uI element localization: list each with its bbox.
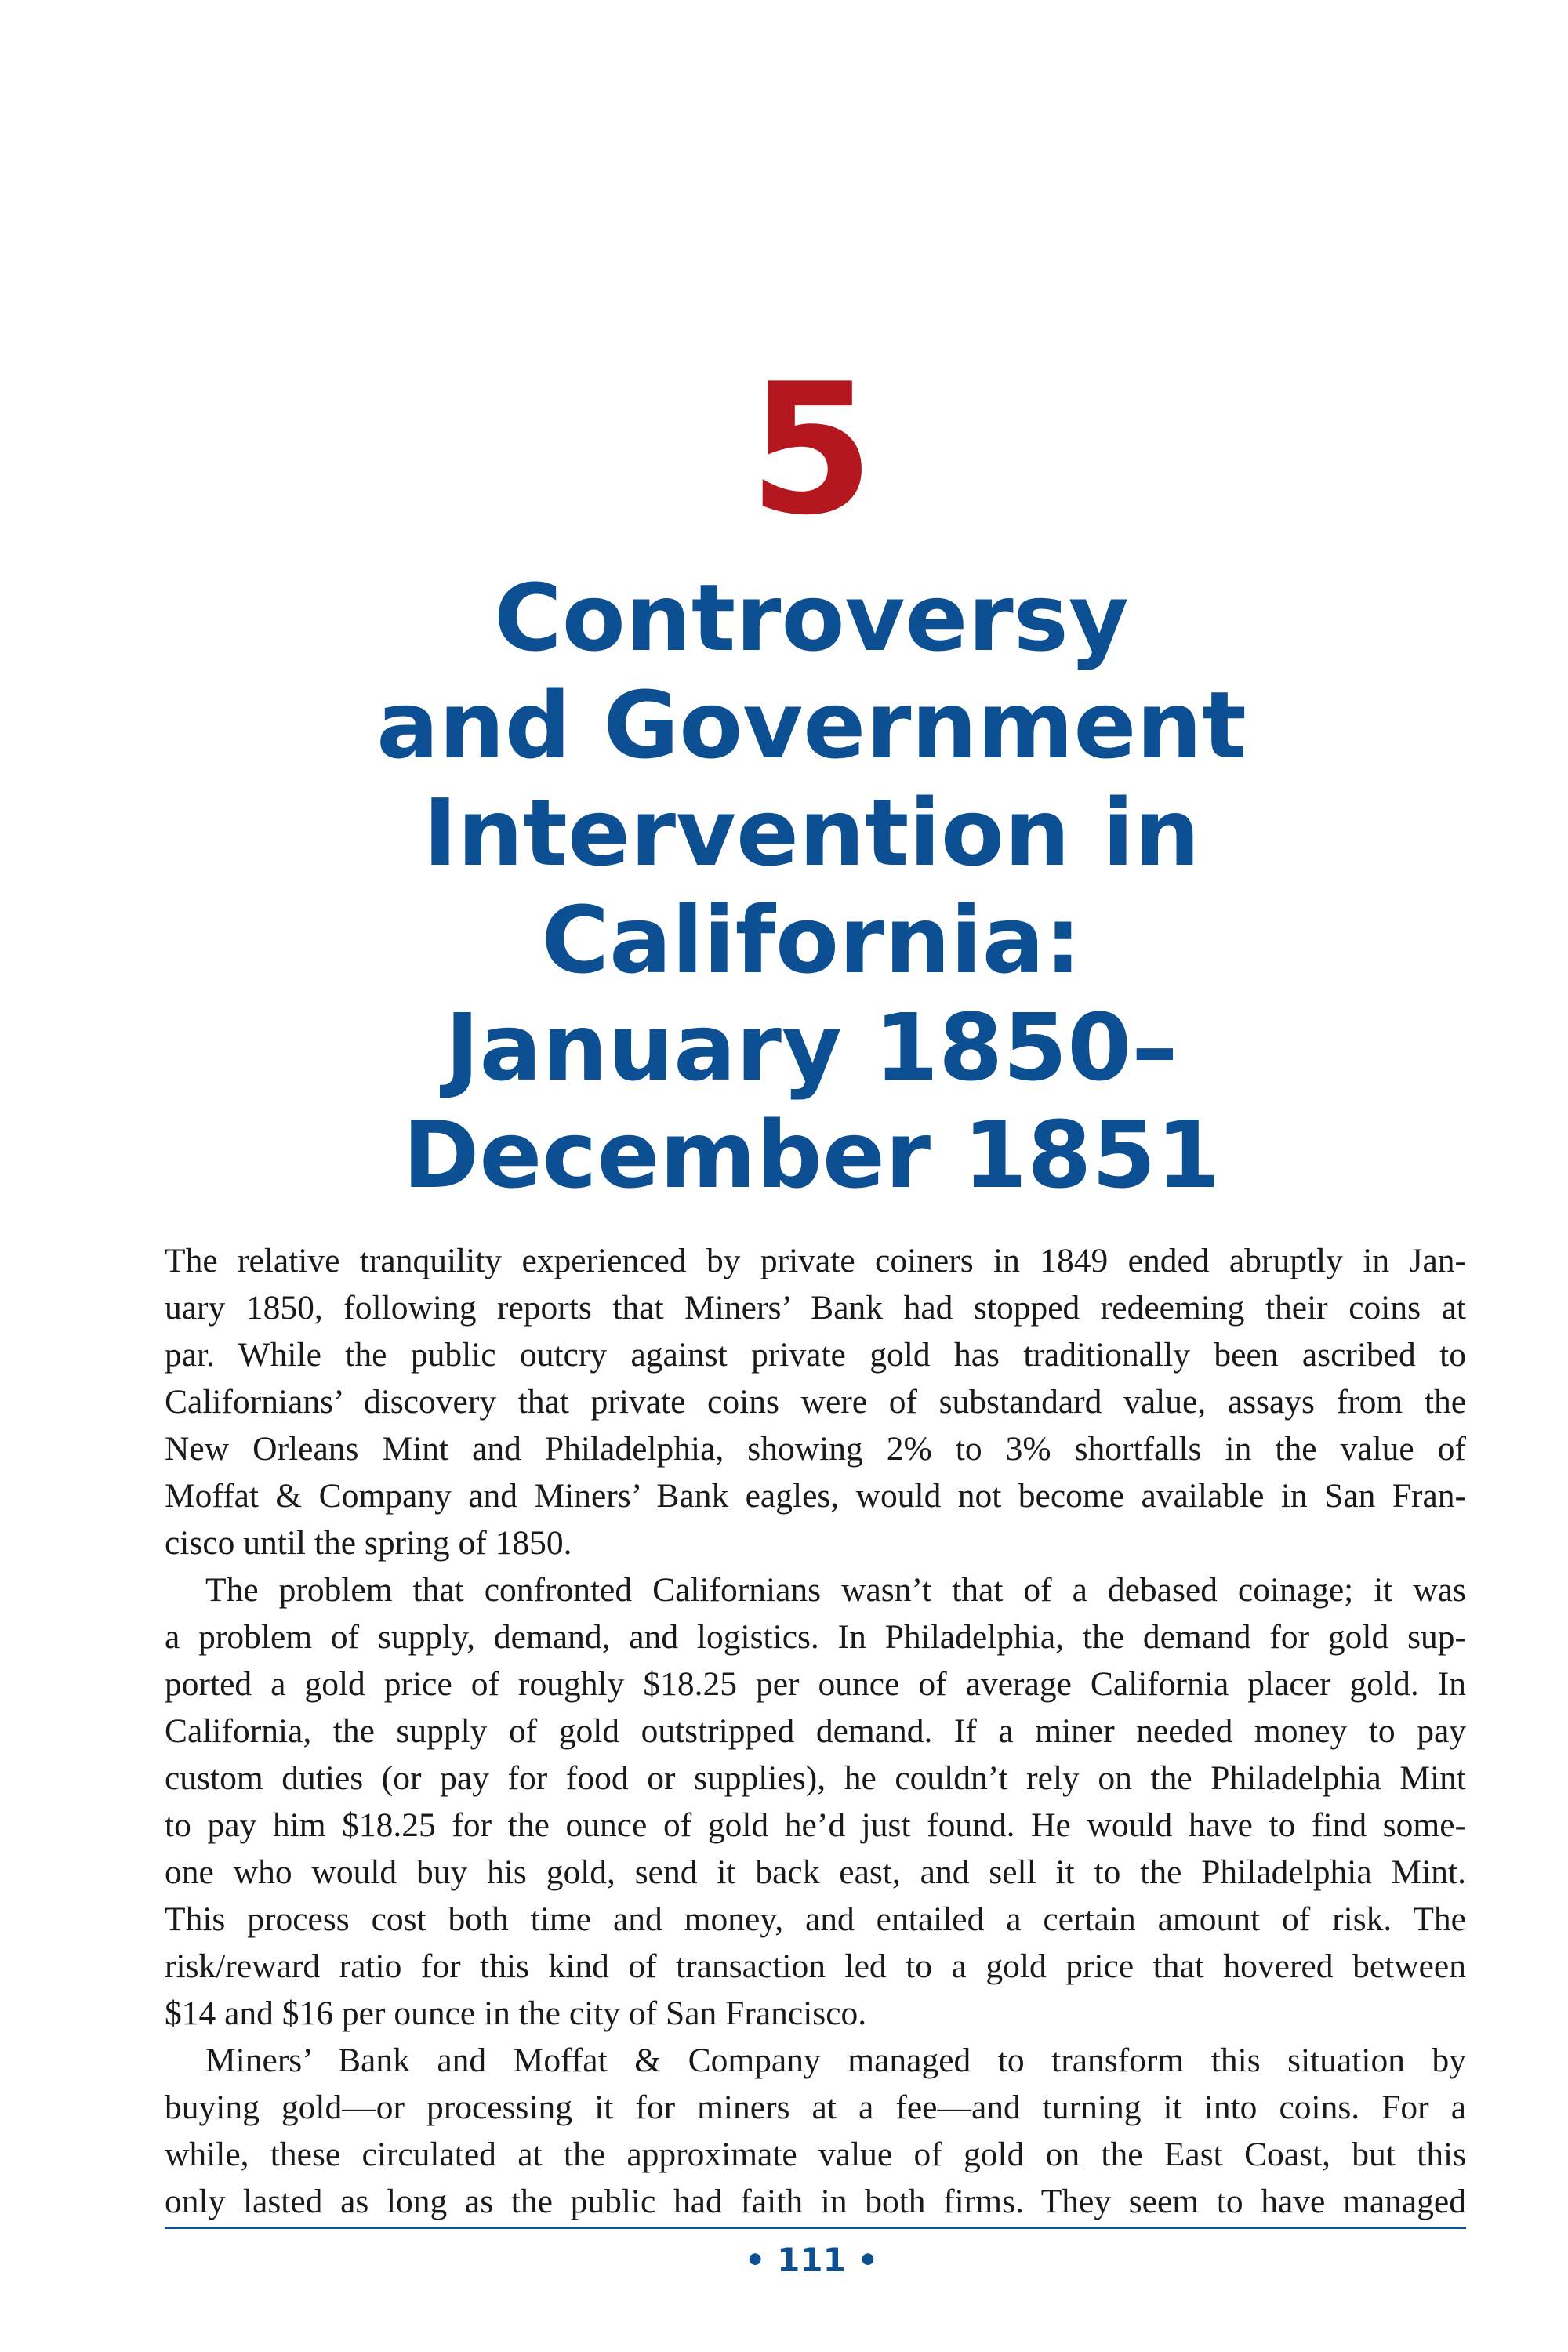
footer-rule [165, 2227, 1466, 2229]
text-line: buying gold—or processing it for miners at a fee—and turning it into coins. For a [165, 2089, 1466, 2126]
chapter-title-line: California: [541, 886, 1082, 994]
text-line: risk/reward ratio for this kind of transaction led to a gold price that hovered between [165, 1947, 1466, 1985]
text-line: This process cost both time and money, and entailed a certain amount of risk. The [165, 1900, 1466, 1938]
text-line: a problem of supply, demand, and logistics. In Philadelphia, the demand for gold sup- [165, 1618, 1466, 1656]
chapter-title-line: January 1850– [445, 993, 1178, 1102]
text-line: Californians’ discovery that private coins were of substandard value, assays from the [165, 1383, 1466, 1421]
chapter-title-line: Controversy [494, 564, 1129, 672]
text-line: Miners’ Bank and Moffat & Company managed to transform this situation by [205, 2042, 1466, 2079]
text-line: while, these circulated at the approximate value of gold on the East Coast, but this [165, 2136, 1466, 2173]
text-line: only lasted as long as the public had faith in both firms. They seem to have managed [165, 2183, 1466, 2220]
text-line: $14 and $16 per ounce in the city of San Francisco. [165, 1994, 867, 2032]
text-line: to pay him $18.25 for the ounce of gold he’d just found. He would have to find some- [165, 1806, 1466, 1844]
text-line: custom duties (or pay for food or supplies), he couldn’t rely on the Philadelphia Mint [165, 1759, 1466, 1797]
chapter-number: 5 [748, 346, 875, 555]
body-text [165, 1237, 1466, 2225]
text-line: California, the supply of gold outstripped demand. If a miner needed money to pay [165, 1712, 1466, 1750]
text-line: par. While the public outcry against private gold has traditionally been ascribed to [165, 1336, 1466, 1374]
text-line: ported a gold price of roughly $18.25 per ounce of average California placer gold. In [165, 1665, 1466, 1703]
text-line: Moffat & Company and Miners’ Bank eagles, would not become available in San Fran- [165, 1477, 1466, 1515]
text-line: The relative tranquility experienced by private coiners in 1849 ended abruptly in Jan- [165, 1242, 1466, 1279]
text-line: The problem that confronted Californians wasn’t that of a debased coinage; it was [205, 1571, 1466, 1609]
chapter-title-line: Intervention in [423, 779, 1200, 887]
page-number: • 111 • [744, 2241, 879, 2279]
text-line: one who would buy his gold, send it back east, and sell it to the Philadelphia Mint. [165, 1853, 1466, 1891]
chapter-title-line: December 1851 [402, 1101, 1221, 1209]
text-line: cisco until the spring of 1850. [165, 1524, 572, 1562]
chapter-title [0, 564, 1568, 1209]
text-line: uary 1850, following reports that Miners’ Bank had stopped redeeming their coins at [165, 1289, 1466, 1327]
text-line: New Orleans Mint and Philadelphia, showing 2% to 3% shortfalls in the value of [165, 1430, 1466, 1468]
chapter-title-line: and Government [376, 671, 1247, 779]
